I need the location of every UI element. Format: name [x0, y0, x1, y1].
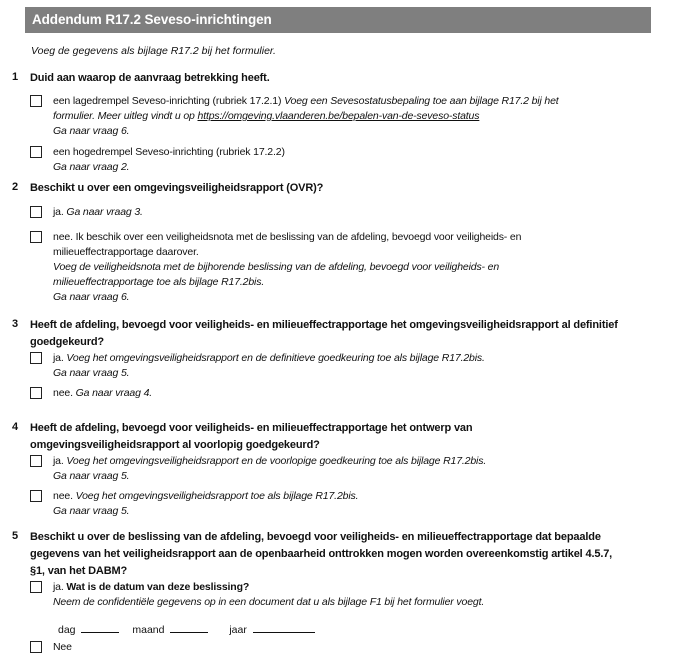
option-instruction: Voeg een Sevesostatusbepaling toe aan bijlage R17.2 bij het [284, 95, 559, 107]
year-input[interactable] [253, 621, 315, 633]
goto-text: Ga naar vraag 3. [66, 206, 143, 218]
option-instruction: Voeg het omgevingsveiligheidsrapport en de definitieve goedkeuring toe als bijlage R17.2bis. [66, 352, 485, 364]
q1-hogedrempel-checkbox[interactable] [30, 146, 42, 158]
day-label: dag [58, 624, 76, 636]
question-text: Heeft de afdeling, bevoegd voor veiligheids- en milieueffectrapportage het omgevingsveiligheidsrapport al definitief goedgekeurd? [30, 319, 618, 348]
question-number: 2 [12, 181, 19, 193]
question-number: 3 [12, 318, 19, 330]
option-label: een lagedrempel Seveso-inrichting (rubriek 17.2.1) [53, 95, 282, 107]
q3-nee-checkbox[interactable] [30, 387, 42, 399]
month-label: maand [132, 624, 165, 636]
q2-ja-checkbox[interactable] [30, 206, 42, 218]
section-header-bar [25, 7, 651, 33]
option-label: nee. Ik beschik over een veiligheidsnota met de beslissing van de afdeling, bevoegd voor veiligheids- en [53, 231, 522, 243]
option-instruction: Neem de confidentiële gegevens op in een document dat u als bijlage F1 bij het formulier voegt. [53, 596, 485, 608]
goto-text: Ga naar vraag 5. [53, 505, 130, 517]
option-label: ja. [53, 455, 64, 467]
option-label: ja. [53, 352, 64, 364]
option-label: Nee [53, 641, 72, 653]
goto-text: Ga naar vraag 6. [53, 291, 130, 303]
q3-ja-checkbox[interactable] [30, 352, 42, 364]
q4-nee-checkbox[interactable] [30, 490, 42, 502]
question-text: Heeft de afdeling, bevoegd voor veiligheids- en milieueffectrapportage het ontwerp van omgevingsveiligheidsrapport al voorlopig goedgekeurd? [30, 422, 473, 451]
option-label: nee. [53, 490, 73, 502]
option-label: ja. [53, 206, 64, 218]
section-title: Addendum R17.2 Seveso-inrichtingen [32, 12, 272, 27]
date-question: Wat is de datum van deze beslissing? [66, 581, 250, 593]
question-number: 5 [12, 530, 19, 542]
goto-text: Ga naar vraag 5. [53, 367, 130, 379]
q2-nee-checkbox[interactable] [30, 231, 42, 243]
option-label: ja. [53, 581, 64, 593]
q5-nee-checkbox[interactable] [30, 641, 42, 653]
decision-date-row [58, 621, 315, 638]
question-number: 1 [12, 71, 19, 83]
goto-text: Ga naar vraag 5. [53, 470, 130, 482]
q5-ja-checkbox[interactable] [30, 581, 42, 593]
option-instruction: Voeg de veiligheidsnota met de bijhorende beslissing van de afdeling, bevoegd voor veiligheids- en [53, 261, 500, 273]
q4-ja-checkbox[interactable] [30, 455, 42, 467]
q1-lagedrempel-checkbox[interactable] [30, 95, 42, 107]
question-text: Beschikt u over de beslissing van de afdeling, bevoegd voor veiligheids- en milieueffectrapportage dat bepaalde gegevens van het veiligheidsrapport aan de openbaarheid onttrokken mogen worden overeenkomstig artikel 4.5.7, §1, van het DABM? [30, 531, 613, 577]
intro-instruction: Voeg de gegevens als bijlage R17.2 bij het formulier. [31, 45, 276, 57]
seveso-status-link[interactable]: https://omgeving.vlaanderen.be/bepalen-van-de-seveso-status [197, 110, 480, 122]
question-number: 4 [12, 421, 19, 433]
question-text: Beschikt u over een omgevingsveiligheidsrapport (OVR)? [30, 182, 324, 194]
day-input[interactable] [81, 621, 119, 633]
year-label: jaar [229, 624, 247, 636]
option-instruction-cont: formulier. Meer uitleg vindt u op [53, 110, 195, 122]
month-input[interactable] [170, 621, 208, 633]
goto-text: Ga naar vraag 4. [75, 387, 153, 399]
option-instruction: Voeg het omgevingsveiligheidsrapport toe als bijlage R17.2bis. [75, 490, 359, 502]
goto-text: Ga naar vraag 2. [53, 161, 130, 173]
option-label-cont: milieueffectrapportage daarover. [53, 246, 199, 258]
question-text: Duid aan waarop de aanvraag betrekking heeft. [30, 72, 270, 84]
option-instruction-cont: milieueffectrapportage toe als bijlage R17.2bis. [53, 276, 265, 288]
goto-text: Ga naar vraag 6. [53, 125, 130, 137]
option-label: nee. [53, 387, 73, 399]
option-instruction: Voeg het omgevingsveiligheidsrapport en de voorlopige goedkeuring toe als bijlage R17.2bis. [66, 455, 487, 467]
option-label: een hogedrempel Seveso-inrichting (rubriek 17.2.2) [53, 146, 285, 158]
